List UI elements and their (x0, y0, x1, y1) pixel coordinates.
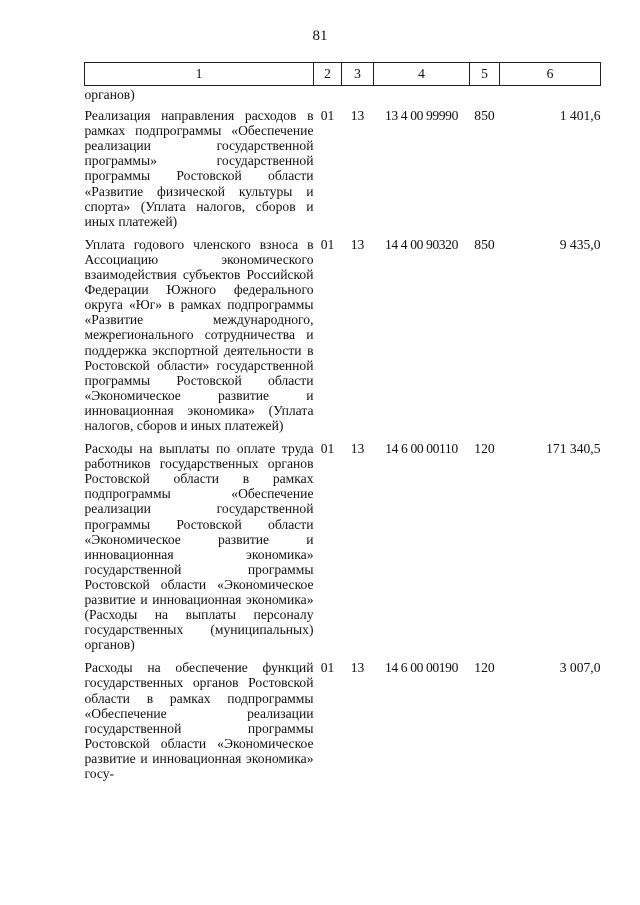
row-section: 01 (320, 441, 335, 457)
table-row (85, 237, 601, 441)
table-row (85, 441, 601, 660)
row-section: 01 (320, 108, 335, 124)
table-row (85, 660, 601, 789)
table-row (85, 108, 601, 237)
row-expense-type: 850 (474, 108, 495, 124)
header-col-3: 3 (342, 63, 374, 86)
row-subsection: 13 (350, 660, 365, 676)
budget-table (84, 62, 601, 789)
header-col-2: 2 (314, 63, 342, 86)
header-col-6: 6 (500, 63, 601, 86)
header-col-4: 4 (374, 63, 470, 86)
row-description: Реализация направления расходов в рамках подпрограммы «Обеспечение реализации государственной программы» государственной программы Ростовской области «Развитие физической культуры и спорта» (Уплата налогов, сборов и иных платежей) (84, 108, 314, 229)
row-description: Расходы на выплаты по оплате труда работников государственных органов Ростовской области в рамках подпрограммы «Обеспечение реализации государственной программы Ростовской области «Экономическое развитие и инновационная экономика» государственной программы Ростовской области «Экономическое развитие и инновационная экономика» (Расходы на выплаты персоналу государственных (муниципальных) органов) (84, 441, 314, 653)
row-target-article: 14 4 00 90320 (385, 236, 458, 252)
row-target-article: 14 6 00 00190 (385, 660, 458, 676)
row-target-article: 13 4 00 99990 (385, 108, 458, 124)
continuation-row (85, 86, 601, 109)
row-target-article: 14 6 00 00110 (385, 441, 458, 457)
continuation-text: органов) (84, 87, 135, 102)
row-subsection: 13 (350, 441, 365, 457)
row-amount: 171 340,5 (546, 441, 601, 457)
row-section: 01 (320, 236, 335, 252)
header-col-1: 1 (85, 63, 314, 86)
header-col-5: 5 (470, 63, 500, 86)
row-expense-type: 120 (474, 660, 495, 676)
row-amount: 3 007,0 (559, 660, 601, 676)
row-expense-type: 850 (474, 236, 495, 252)
page-number: 81 (312, 28, 328, 44)
row-subsection: 13 (350, 108, 365, 124)
row-amount: 9 435,0 (559, 236, 601, 252)
row-description: Уплата годового членского взноса в Ассоциацию экономического взаимодействия субъектов Российской Федерации Южного федерального округа «Юг» в рамках подпрограммы «Развитие международного, межрегионального сотрудничества и поддержка экспортной деятельности в Ростовской области» государственной программы Ростовской области «Экономическое развитие и инновационная экономика» (Уплата налогов, сборов и иных платежей) (84, 236, 314, 433)
row-subsection: 13 (350, 236, 365, 252)
row-amount: 1 401,6 (559, 108, 601, 124)
row-description: Расходы на обеспечение функций государственных органов Ростовской области в рамках подпрограммы «Обеспечение реализации государственной программы Ростовской области «Экономическое развитие и инновационная экономика» госу- (84, 660, 314, 782)
row-section: 01 (320, 660, 335, 676)
table-header-row (85, 63, 601, 86)
row-expense-type: 120 (474, 441, 495, 457)
